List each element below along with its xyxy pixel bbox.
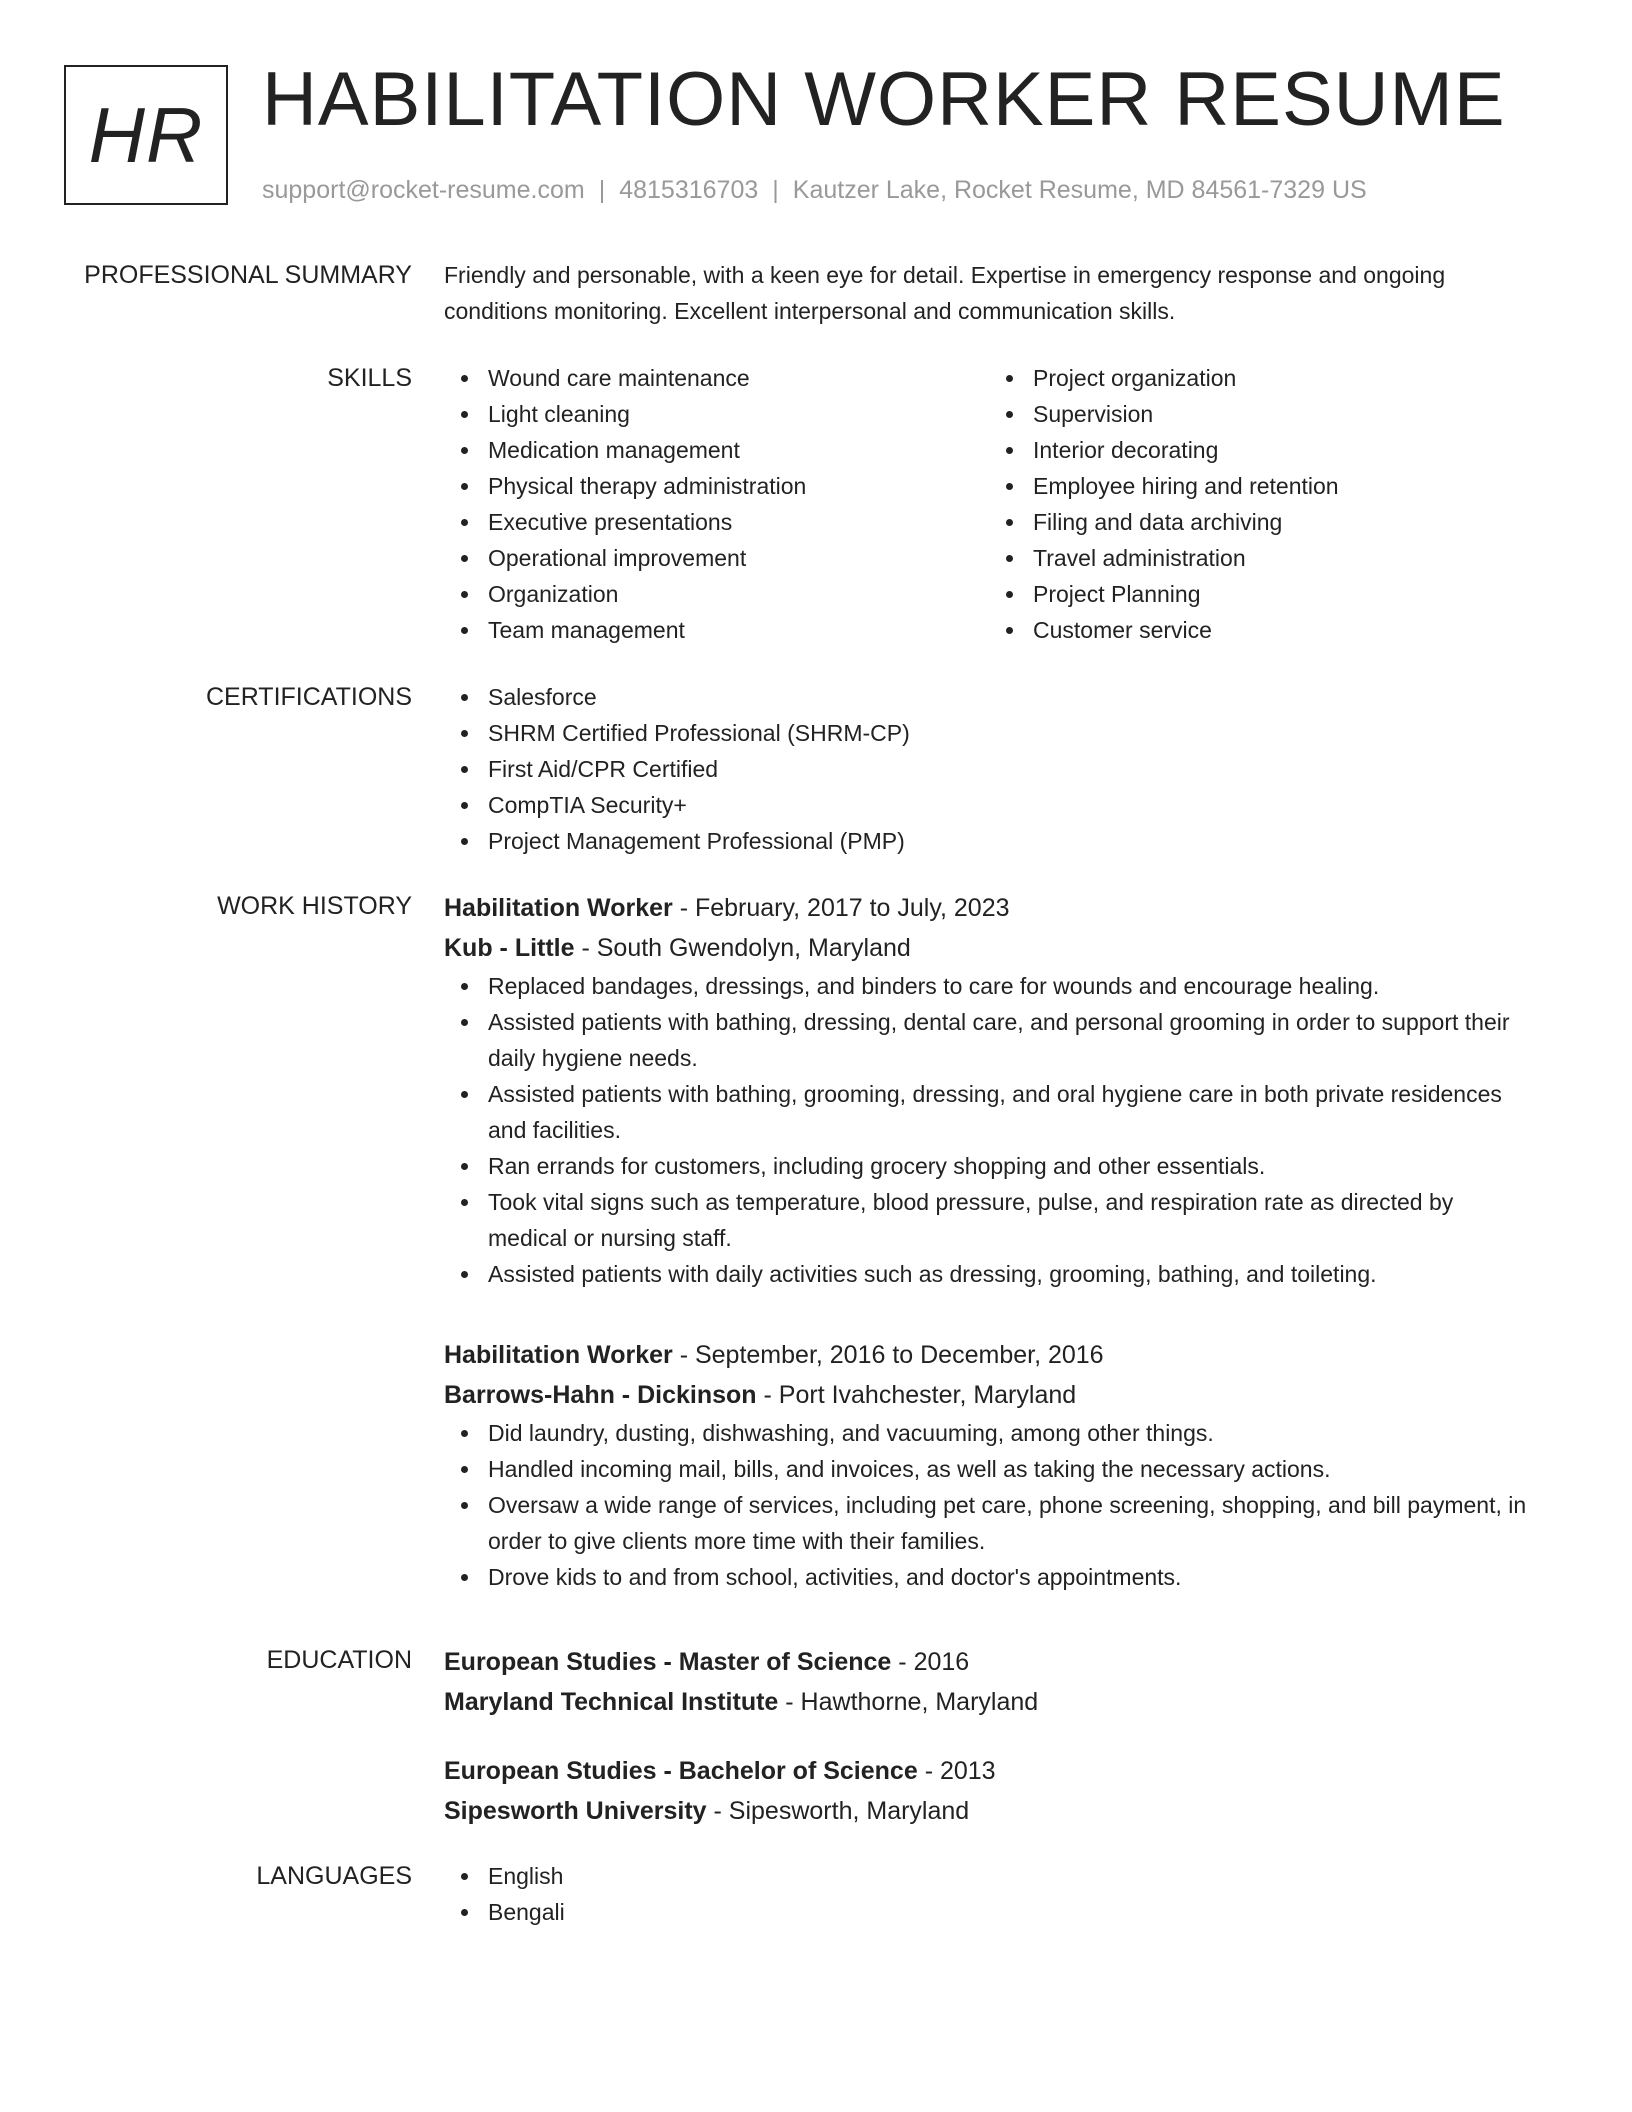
contact-email: support@rocket-resume.com bbox=[262, 176, 585, 204]
school-location: - Hawthorne, Maryland bbox=[785, 1688, 1039, 1716]
job-duties-list bbox=[444, 968, 1534, 1292]
degree: European Studies - Master of Science bbox=[444, 1648, 892, 1676]
skill-item: Team management bbox=[444, 612, 989, 648]
job-duty: Assisted patients with daily activities such as dressing, grooming, bathing, and toileting. bbox=[444, 1256, 1534, 1292]
job-duties-list bbox=[444, 1415, 1534, 1595]
section-label-work-history: WORK HISTORY bbox=[217, 892, 412, 920]
school-name: Maryland Technical Institute bbox=[444, 1688, 779, 1716]
languages-list bbox=[444, 1858, 1534, 1930]
education-entry bbox=[444, 1751, 1534, 1831]
section-label-education: EDUCATION bbox=[266, 1646, 412, 1674]
job-title: Habilitation Worker bbox=[444, 894, 673, 922]
job-company: Barrows-Hahn - Dickinson bbox=[444, 1381, 757, 1409]
school-line bbox=[444, 1682, 1534, 1722]
skill-item: Physical therapy administration bbox=[444, 468, 989, 504]
job-duty: Oversaw a wide range of services, including pet care, phone screening, shopping, and bill payment, in order to give clients more time with their families. bbox=[444, 1487, 1534, 1559]
skill-item: Wound care maintenance bbox=[444, 360, 989, 396]
resume-title: HABILITATION WORKER RESUME bbox=[262, 57, 1506, 142]
degree-line bbox=[444, 1751, 1534, 1791]
education-entry bbox=[444, 1642, 1534, 1722]
school-name: Sipesworth University bbox=[444, 1797, 707, 1825]
job-duty: Assisted patients with bathing, dressing, dental care, and personal grooming in order to support their daily hygiene needs. bbox=[444, 1004, 1534, 1076]
section-label-summary: PROFESSIONAL SUMMARY bbox=[84, 261, 412, 289]
skill-item: Operational improvement bbox=[444, 540, 989, 576]
degree: European Studies - Bachelor of Science bbox=[444, 1757, 918, 1785]
job-dates: - February, 2017 to July, 2023 bbox=[679, 894, 1010, 922]
job-duty: Assisted patients with bathing, grooming, dressing, and oral hygiene care in both private residences and facilities. bbox=[444, 1076, 1534, 1148]
job-location: - Port Ivahchester, Maryland bbox=[763, 1381, 1077, 1409]
job-dates: - September, 2016 to December, 2016 bbox=[679, 1341, 1104, 1369]
skill-item: Organization bbox=[444, 576, 989, 612]
skill-item: Executive presentations bbox=[444, 504, 989, 540]
section-label-languages: LANGUAGES bbox=[256, 1862, 412, 1890]
job-duty: Ran errands for customers, including grocery shopping and other essentials. bbox=[444, 1148, 1534, 1184]
certification-item: CompTIA Security+ bbox=[444, 787, 1534, 823]
skills-list-left bbox=[444, 360, 989, 648]
summary-text: Friendly and personable, with a keen eye for detail. Expertise in emergency response and ongoing conditions monitoring. Excellent interpersonal and communication skills. bbox=[444, 262, 1446, 324]
skill-item: Customer service bbox=[989, 612, 1534, 648]
graduation-year: - 2016 bbox=[898, 1648, 970, 1676]
skill-item: Interior decorating bbox=[989, 432, 1534, 468]
certification-item: Project Management Professional (PMP) bbox=[444, 823, 1534, 859]
skill-item: Project organization bbox=[989, 360, 1534, 396]
job-location: - South Gwendolyn, Maryland bbox=[581, 934, 911, 962]
job-duty: Drove kids to and from school, activities, and doctor's appointments. bbox=[444, 1559, 1534, 1595]
job-duty: Took vital signs such as temperature, blood pressure, pulse, and respiration rate as directed by medical or nursing staff. bbox=[444, 1184, 1534, 1256]
skill-item: Filing and data archiving bbox=[989, 504, 1534, 540]
section-label-certifications: CERTIFICATIONS bbox=[205, 683, 412, 711]
section-label-skills: SKILLS bbox=[327, 364, 412, 392]
job-entry bbox=[444, 888, 1534, 1292]
certification-item: SHRM Certified Professional (SHRM-CP) bbox=[444, 715, 1534, 751]
degree-line bbox=[444, 1642, 1534, 1682]
skill-item: Project Planning bbox=[989, 576, 1534, 612]
contact-address: Kautzer Lake, Rocket Resume, MD 84561-7329 US bbox=[792, 176, 1367, 204]
certification-item: First Aid/CPR Certified bbox=[444, 751, 1534, 787]
skills-list-right bbox=[989, 360, 1534, 648]
contact-line bbox=[262, 173, 1367, 207]
language-item: Bengali bbox=[444, 1894, 1534, 1930]
certification-item: Salesforce bbox=[444, 679, 1534, 715]
certifications-list bbox=[444, 679, 1534, 859]
skill-item: Light cleaning bbox=[444, 396, 989, 432]
contact-phone: 4815316703 bbox=[619, 176, 759, 204]
monogram-box: HR bbox=[64, 65, 228, 205]
skill-item: Medication management bbox=[444, 432, 989, 468]
job-title: Habilitation Worker bbox=[444, 1341, 673, 1369]
language-item: English bbox=[444, 1858, 1534, 1894]
job-company-line bbox=[444, 928, 1534, 968]
job-title-line bbox=[444, 1335, 1534, 1375]
contact-separator: | bbox=[598, 176, 606, 204]
job-company-line bbox=[444, 1375, 1534, 1415]
job-title-line bbox=[444, 888, 1534, 928]
skill-item: Supervision bbox=[989, 396, 1534, 432]
skill-item: Travel administration bbox=[989, 540, 1534, 576]
job-duty: Did laundry, dusting, dishwashing, and vacuuming, among other things. bbox=[444, 1415, 1534, 1451]
school-line bbox=[444, 1791, 1534, 1831]
school-location: - Sipesworth, Maryland bbox=[713, 1797, 970, 1825]
job-duty: Replaced bandages, dressings, and binders to care for wounds and encourage healing. bbox=[444, 968, 1534, 1004]
contact-separator: | bbox=[772, 176, 779, 204]
job-company: Kub - Little bbox=[444, 934, 575, 962]
graduation-year: - 2013 bbox=[924, 1757, 996, 1785]
job-duty: Handled incoming mail, bills, and invoices, as well as taking the necessary actions. bbox=[444, 1451, 1534, 1487]
skill-item: Employee hiring and retention bbox=[989, 468, 1534, 504]
job-entry bbox=[444, 1335, 1534, 1595]
